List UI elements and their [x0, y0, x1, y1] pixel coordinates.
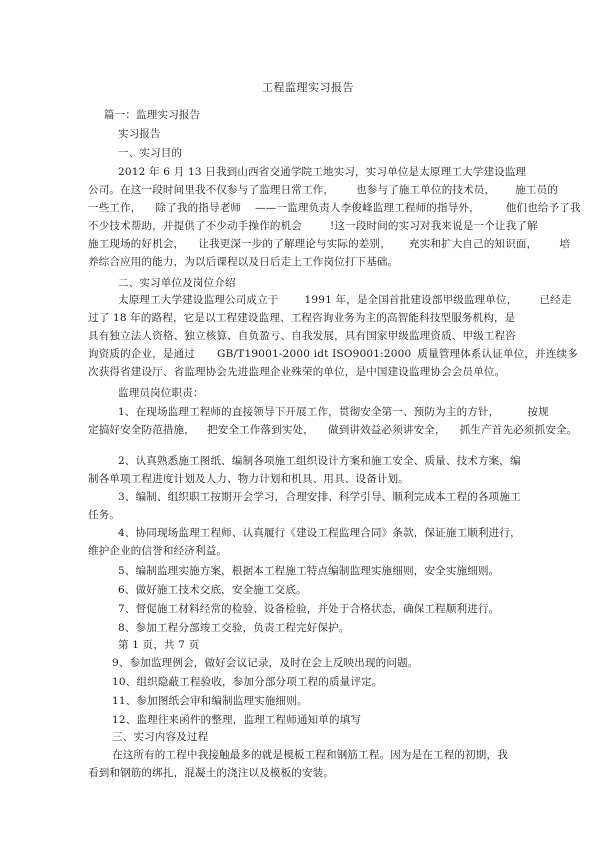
s1-line — [88, 237, 570, 251]
s1-line — [88, 183, 558, 197]
duty-line — [88, 423, 577, 437]
duty-text: 把安全工作落到实处， — [207, 424, 314, 436]
s1-line: 2012 年 6 月 13 日我到山西省交通学院工地实习，实习单位是太原理工大学建设监理 — [118, 166, 527, 178]
duty-line: 5、编制监理实施方案，根据本工程施工特点编制监理实施细则，安全实施细则。 — [118, 565, 500, 577]
s1-text: 除了我的指导老师 — [155, 202, 242, 214]
s2-text: 1991 年，是全国首批建设部甲级监理单位， — [304, 294, 518, 306]
duty-line: 任务。 — [88, 509, 121, 521]
s1-text: 他们也给予了我 — [505, 202, 581, 214]
s2-text: GB/T19001-2000 idt ISO9001:2000 — [217, 348, 412, 360]
duty-text: 抓生产首先必须抓安全。 — [459, 424, 578, 436]
duty-line: 8、参加工程分部竣工交验，负责工程完好保护。 — [118, 622, 350, 634]
s1-text: 公司。在这一段时间里我不仅参与了监理日常工作， — [88, 184, 335, 196]
duties-heading: 监理员岗位职责： — [118, 387, 204, 399]
section-heading: 篇一：监理实习报告 — [104, 109, 201, 121]
s1-text: 也参与了施工单位的技术员， — [356, 184, 496, 196]
duty-line: 制各单项工程进度计划及人力、物力计划和机具、用具、设备计划。 — [88, 473, 409, 485]
s1-line — [88, 219, 538, 233]
report-title: 实习报告 — [118, 128, 161, 140]
s1-text: 一些工作， — [88, 202, 142, 214]
s2-line: 过了 18 年的路程，它是以工程建设监理、工程咨询业务为主的高智能科技型服务机构，是 — [88, 312, 516, 324]
s1-line: 养综合应用的能力，为以后课程以及日后走上工作岗位打下基础。 — [88, 256, 399, 268]
s2-line — [118, 293, 572, 307]
duty-line: 4、协同现场监理工程师、认真履行《建设工程监理合同》条款，保证施工顺利进行， — [118, 527, 521, 539]
s2-text: 询资质的企业，是通过 — [88, 348, 195, 360]
s2-line: 次获得省建设厅、省监理协会先进监理企业殊荣的单位，是中国建设监理协会会员单位。 — [88, 366, 506, 378]
s2-heading: 二、实习单位及岗位介绍 — [118, 277, 236, 289]
s1-text: 让我更深一步的了解理论与实际的差别， — [198, 238, 391, 250]
s2-text: 质量管理体系认证单位，并连续多 — [417, 348, 578, 360]
s3-line: 看到和钢筋的绑扎，混凝土的浇注以及模板的安装。 — [88, 767, 335, 779]
s1-text: !这一段时间的实习对我来说是一个让我了解 — [330, 220, 538, 232]
duty-text: 定搞好安全防范措施， — [88, 424, 195, 436]
duty-line: 维护企业的信誉和经济利益。 — [88, 545, 228, 557]
duty-line: 11、参加图纸会审和编制监理实施细则。 — [112, 695, 308, 707]
duty-line: 2、认真熟悉施工图纸、编制各项施工组织设计方案和施工安全、质量、技术方案，编 — [118, 455, 521, 467]
s1-text: 培 — [559, 238, 571, 250]
duty-line — [118, 405, 549, 419]
s3-line: 在这所有的工程中我接触最多的就是模板工程和钢筋工程。因为是在工程的初期，我 — [112, 749, 508, 761]
s2-line: 具有独立法人资格、独立核算、自负盈亏、自我发展，具有国家甲级监理资质、甲级工程咨 — [88, 330, 516, 342]
s1-text: ——一监理负责人李俊峰监理工程师的指导外， — [255, 202, 480, 214]
duty-line: 9、参加监理例会，做好会议记录，及时在会上反映出现的问题。 — [112, 657, 419, 669]
duty-line: 3、编制、组织职工按期开会学习，合理安排、科学引导、顺利完成本工程的各项施工 — [118, 491, 521, 503]
s2-text: 已经走 — [539, 294, 572, 306]
duty-text: 做到讲效益必须讲安全， — [328, 424, 446, 436]
s1-text: 充实和扩大自己的知识面， — [408, 238, 538, 250]
duty-line: 6、做好施工技术交底，安全施工交底。 — [118, 584, 307, 596]
s1-text: 施工员的 — [515, 184, 559, 196]
document-title: 工程监理实习报告 — [262, 81, 354, 94]
s1-text: 施工现场的好机会， — [88, 238, 185, 250]
page-label: 第 1 页，共 7 页 — [118, 639, 200, 651]
s1-heading: 一、实习目的 — [118, 147, 183, 159]
duty-line: 12、监理往来函件的整理，监理工程师通知单的填写 — [112, 714, 362, 726]
s2-line — [88, 347, 578, 361]
s3-heading: 三、实习内容及过程 — [112, 731, 209, 743]
s1-text: 不少技术帮助，并提供了不少动手操作的机会 — [88, 220, 302, 232]
duty-text: 1、在现场监理工程师的直接领导下开展工作，贯彻安全第一、预防为主的方针， — [118, 406, 500, 418]
s1-line — [88, 201, 581, 215]
duty-line: 10、组织隐蔽工程验收，参加分部分项工程的质量评定。 — [112, 676, 383, 688]
duty-line: 7、督促施工材料经常的检验、设备检验，并处于合格状态，确保工程顺利进行。 — [118, 603, 500, 615]
s2-text: 太原理工大学建设监理公司成立于 — [118, 294, 279, 306]
duty-text: 按规 — [527, 406, 549, 418]
